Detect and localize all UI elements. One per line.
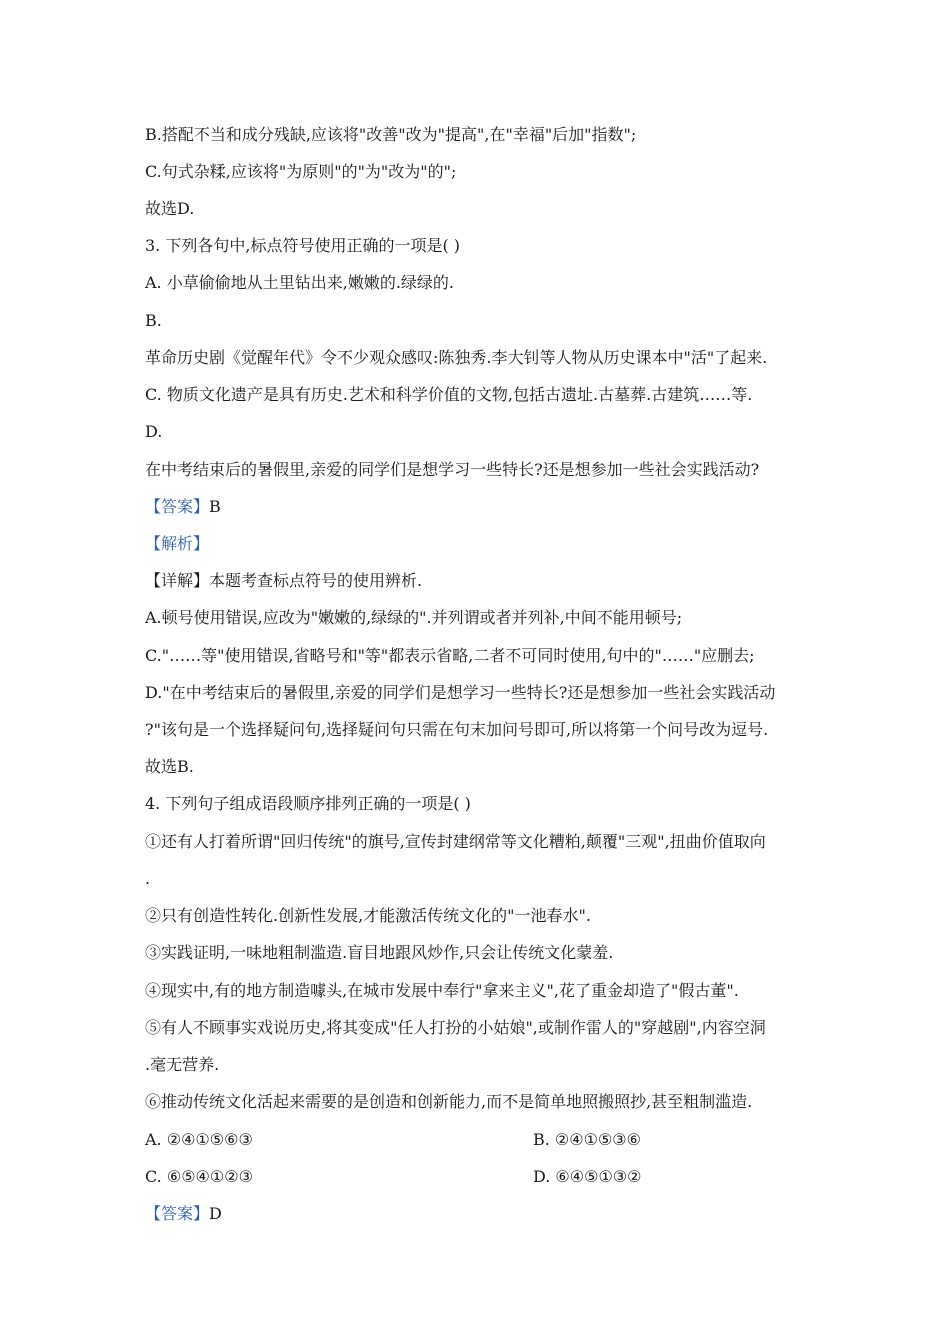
detail-text: 本题考查标点符号的使用辨析. (209, 571, 423, 590)
detail-line (145, 570, 422, 592)
detail-tag: 【详解】 (145, 571, 210, 590)
option-b-text: 革命历史剧《觉醒年代》令不少观众感叹:陈独秀.李大钊等人物从历史课本中"活"了起来. (145, 348, 768, 367)
answer-line (145, 1203, 222, 1225)
sentence-2: ②只有创造性转化.创新性发展,才能激活传统文化的"一池春水". (145, 906, 591, 925)
text-line: 故选B. (145, 757, 194, 776)
text-line: D."在中考结束后的暑假里,亲爱的同学们是想学习一些特长?还是想参加一些社会实践活动 (145, 683, 776, 702)
text-line: 故选D. (145, 199, 195, 218)
question-4: 4. 下列句子组成语段顺序排列正确的一项是( ) (145, 794, 471, 813)
answer-value: D (209, 1204, 222, 1223)
option-c: C. 物质文化遗产是具有历史.艺术和科学价值的文物,包括古遗址.古墓葬.古建筑……等. (145, 385, 753, 404)
sentence-6: ⑥推动传统文化活起来需要的是创造和创新能力,而不是简单地照搬照抄,甚至粗制滥造. (145, 1092, 753, 1111)
sentence-1: ①还有人打着所谓"回归传统"的旗号,宣传封建纲常等文化糟粕,颠覆"三观",扭曲价值取向 (145, 832, 766, 851)
analysis-line (145, 533, 209, 555)
text-line: C."……等"使用错误,省略号和"等"都表示省略,二者不可同时使用,句中的"……"应删去; (145, 646, 755, 665)
sentence-5: ⑤有人不顾事实戏说历史,将其变成"任人打扮的小姑娘",或制作雷人的"穿越剧",内容空洞 (145, 1018, 766, 1037)
text-line: B.搭配不当和成分残缺,应该将"改善"改为"提高",在"幸福"后加"指数"; (145, 125, 637, 144)
answer-value: B (209, 497, 221, 516)
sentence-4: ④现实中,有的地方制造噱头,在城市发展中奉行"拿来主义",花了重金却造了"假古董". (145, 981, 739, 1000)
text-line: C.句式杂糅,应该将"为原则"的"为"改为"的"; (145, 162, 457, 181)
option-d: D. ⑥④⑤①③② (533, 1167, 642, 1186)
option-d-text: 在中考结束后的暑假里,亲爱的同学们是想学习一些特长?还是想参加一些社会实践活动? (145, 460, 760, 479)
answer-tag: 【答案】 (145, 497, 210, 516)
text-line: A.顿号使用错误,应改为"嫩嫩的,绿绿的".并列谓或者并列补,中间不能用顿号; (145, 608, 683, 627)
answer-tag: 【答案】 (145, 1204, 210, 1223)
text-line: ?"该句是一个选择疑问句,选择疑问句只需在句末加问号即可,所以将第一个问号改为逗号. (145, 720, 769, 739)
sentence-5-cont: .毫无营养. (145, 1055, 220, 1074)
sentence-1-cont: . (145, 869, 151, 888)
option-c: C. ⑥⑤④①②③ (145, 1167, 253, 1186)
sentence-3: ③实践证明,一味地粗制滥造.盲目地跟风炒作,只会让传统文化蒙羞. (145, 943, 614, 962)
answer-line (145, 496, 221, 518)
option-b: B. ②④①⑤③⑥ (533, 1130, 641, 1149)
option-a: A. ②④①⑤⑥③ (145, 1130, 253, 1149)
option-b-label: B. (145, 311, 162, 330)
option-a: A. 小草偷偷地从土里钻出来,嫩嫩的.绿绿的. (145, 273, 454, 292)
option-d-label: D. (145, 422, 163, 441)
analysis-tag: 【解析】 (145, 534, 210, 553)
question-3: 3. 下列各句中,标点符号使用正确的一项是( ) (145, 236, 461, 255)
